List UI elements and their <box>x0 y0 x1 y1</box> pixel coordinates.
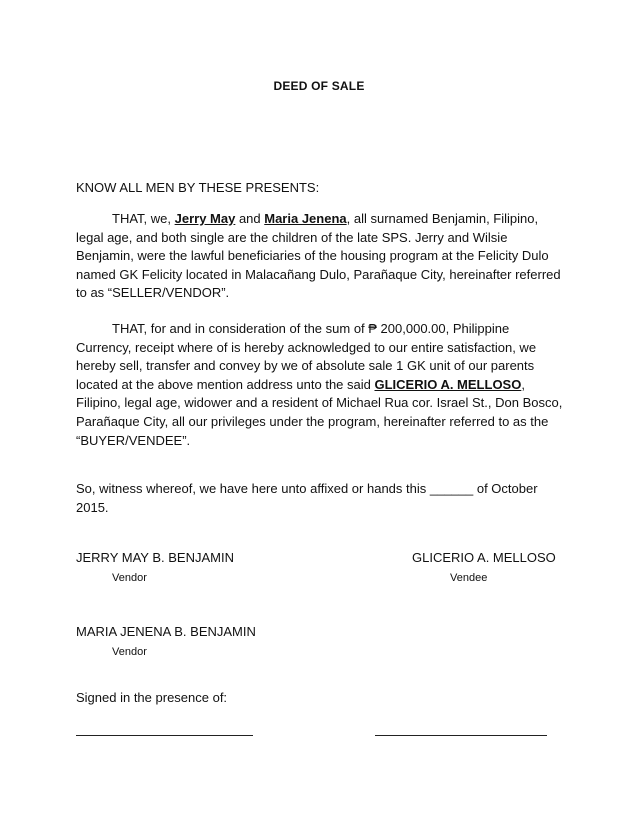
witness-signature-line-2 <box>375 735 547 736</box>
p1-text-2: and <box>235 211 265 226</box>
buyer-name: GLICERIO A. MELLOSO <box>374 376 522 392</box>
vendor-2-name: MARIA JENENA B. BENJAMIN <box>76 624 256 639</box>
vendor-1-name: JERRY MAY B. BENJAMIN <box>76 550 234 565</box>
vendee-role: Vendee <box>450 572 488 584</box>
seller-name-2: Maria Jenena <box>264 211 347 226</box>
witness-signature-line-1 <box>76 735 253 736</box>
seller-name-1: Jerry May <box>174 211 236 226</box>
paragraph-sellers <box>76 210 566 303</box>
vendor-2-role: Vendor <box>112 646 147 658</box>
p1-text-1: THAT, we, <box>112 211 175 226</box>
p2-text-2: , Filipino, legal age, widower and a resident of Michael Rua cor. Israel St., Don Bosco, Parañaque City, all our privileges under the program, hereinafter referred to as the “BUYER/VENDEE”. <box>76 376 563 448</box>
signed-presence-label: Signed in the presence of: <box>76 690 228 705</box>
vendor-1-role: Vendor <box>112 572 147 584</box>
document-title: DEED OF SALE <box>273 79 365 93</box>
opening-heading: KNOW ALL MEN BY THESE PRESENTS: <box>76 180 320 195</box>
vendee-name: GLICERIO A. MELLOSO <box>412 550 556 565</box>
p1-text-3: , all surnamed Benjamin, Filipino, legal age, and both single are the children of the late SPS. Jerry and Wilsie Benjamin, were the lawful beneficiaries of the housing program at the Felicity Dulo named GK Felicity located in Malacañang Dulo, Parañaque City, hereinafter referred to as “SELLER/VENDOR”. <box>76 211 561 301</box>
p2-text-1: THAT, for and in consideration of the sum of ₱ 200,000.00, Philippine Currency, receipt where of is hereby acknowledged to our entire satisfaction, we hereby sell, transfer and convey by we of absolute sale 1 GK unit of our parents located at the above mention address unto the said <box>76 321 537 392</box>
paragraph-witness: So, witness whereof, we have here unto affixed or hands this ______ of October 2015. <box>76 481 538 515</box>
paragraph-consideration <box>76 320 566 450</box>
